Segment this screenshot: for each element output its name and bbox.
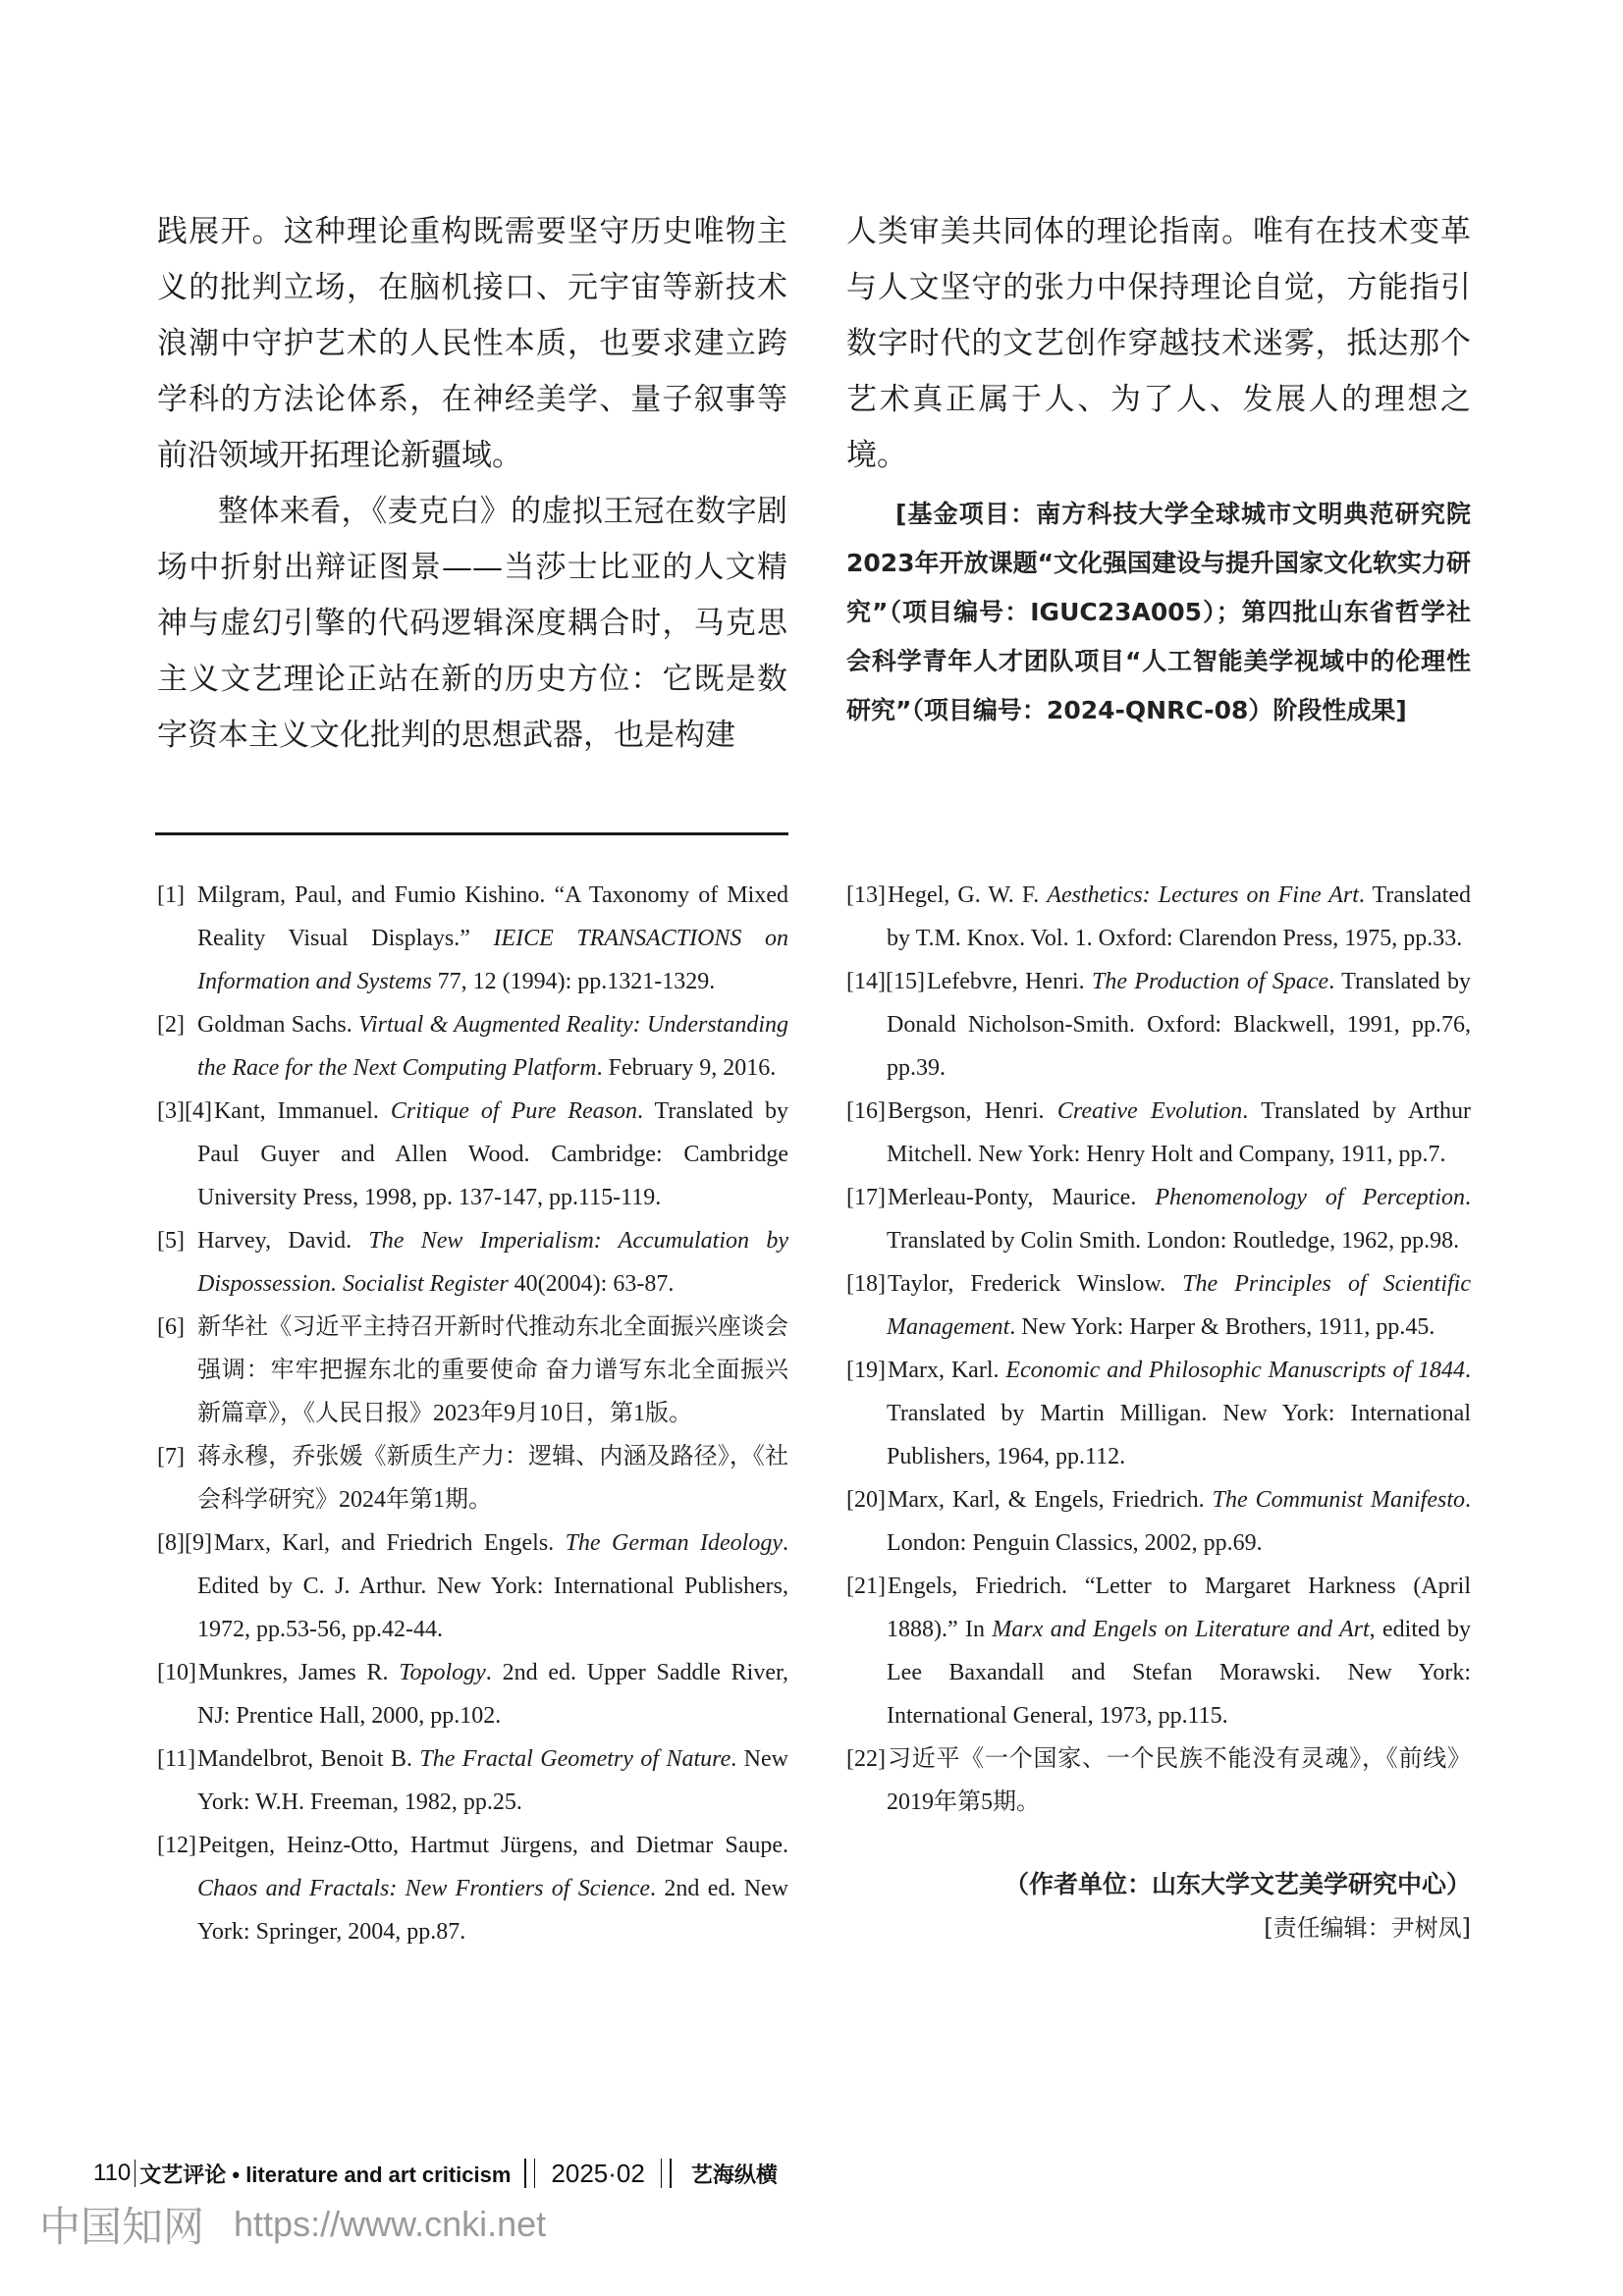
reference-text: Merleau-Ponty, Maurice. (887, 1185, 1156, 1210)
reference-text-tail: . Translated by Colin Smith. London: Routledge, 1962, pp.98. (887, 1185, 1471, 1254)
references-left-column (157, 874, 788, 1953)
reference-number: [17] (846, 1185, 886, 1210)
reference-text-tail: . New York: Harper & Brothers, 1911, pp.45. (1009, 1314, 1435, 1340)
references-divider (155, 832, 788, 835)
reference-item (157, 1824, 788, 1953)
reference-item (157, 1737, 788, 1824)
reference-text-tail: . Translated by Martin Milligan. New York: International Publishers, 1964, pp.112. (887, 1358, 1471, 1469)
fund-note: [基金项目：南方科技大学全球城市文明典范研究院2023年开放课题“文化强国建设与提升国家文化软实力研究”（项目编号：IGUC23A005）；第四批山东省哲学社会科学青年人才团队项目“人工智能美学视域中的伦理性研究”（项目编号：2024-QNRC-08）阶段性成果] (846, 500, 1472, 724)
reference-item (157, 1003, 788, 1090)
reference-item (157, 1219, 788, 1306)
reference-title: Topology (399, 1660, 486, 1685)
reference-item (846, 1176, 1471, 1262)
reference-item (157, 1306, 788, 1435)
cnki-watermark (39, 2195, 778, 2254)
reference-number: [6] (157, 1314, 185, 1340)
issue-number: 2025·02 (551, 2158, 645, 2188)
page-bottom (0, 2156, 778, 2254)
reference-text-tail: . 2nd ed. Upper Saddle River, NJ: Prentice Hall, 2000, pp.102. (197, 1660, 788, 1729)
reference-title: The German Ideology (565, 1530, 784, 1556)
reference-title: Virtual & Augmented Reality: Understanding the Race for the Next Computing Platform (197, 1012, 788, 1081)
reference-number: [11] (157, 1746, 196, 1772)
reference-text-tail: . Translated by Paul Guyer and Allen Wood. Cambridge: Cambridge University Press, 1998, pp. 137-147, pp.115-119. (197, 1098, 788, 1210)
reference-text-tail: . Translated by T.M. Knox. Vol. 1. Oxford: Clarendon Press, 1975, pp.33. (887, 882, 1472, 951)
reference-title: The Fractal Geometry of Nature (419, 1746, 731, 1772)
left-body-column (157, 204, 787, 764)
right-lower-column (846, 874, 1471, 1949)
reference-text: Milgram, Paul, and Fumio Kishino. “A Taxonomy of Mixed Reality Visual Displays.” (197, 882, 788, 951)
reference-text-tail: . Edited by C. J. Arthur. New York: International Publishers, 1972, pp.53-56, pp.42-44. (197, 1530, 789, 1642)
reference-number: [21] (846, 1574, 886, 1599)
reference-title: IEICE TRANSACTIONS on Information and Systems (197, 926, 788, 994)
reference-title: The Communist Manifesto (1212, 1487, 1465, 1513)
reference-text: Kant, Immanuel. (213, 1098, 391, 1124)
reference-number: [22] (846, 1746, 886, 1772)
page-number: 110 (93, 2160, 135, 2187)
reference-text: Marx, Karl, and Friedrich Engels. (213, 1530, 566, 1556)
reference-text: Lefebvre, Henri. (926, 969, 1092, 994)
footer-separator (670, 2159, 672, 2188)
reference-title: Marx and Engels on Literature and Art (992, 1617, 1370, 1642)
watermark-url[interactable]: https://www.cnki.net (234, 2204, 547, 2244)
reference-text-tail: . February 9, 2016. (596, 1055, 777, 1081)
reference-text: 新华社《习近平主持召开新时代推动东北全面振兴座谈会强调：牢牢把握东北的重要使命 奋力谱写东北全面振兴新篇章》，《人民日报》2023年9月10日，第1版。 (197, 1314, 788, 1426)
reference-number: [13] (846, 882, 886, 908)
reference-item (846, 1565, 1471, 1737)
footer-separator (661, 2159, 663, 2188)
reference-title: Economic and Philosophic Manuscripts of 1844 (1005, 1358, 1465, 1383)
reference-number: [5] (157, 1228, 185, 1254)
reference-number: [7] (157, 1444, 185, 1469)
reference-text: Marx, Karl, & Engels, Friedrich. (887, 1487, 1213, 1513)
reference-title: Aesthetics: Lectures on Fine Art (1047, 882, 1359, 908)
reference-text-tail: , edited by Lee Baxandall and Stefan Morawski. New York: International General, 1973, pp.115. (887, 1617, 1472, 1729)
reference-text: Engels, Friedrich. “Letter to Margaret Harkness (April 1888).” In (887, 1574, 1471, 1642)
reference-text-tail: 40(2004): 63-87. (508, 1271, 675, 1297)
reference-text-tail: . 2nd ed. New York: Springer, 2004, pp.87. (197, 1876, 789, 1945)
reference-item (846, 960, 1471, 1090)
references-right-column (846, 874, 1471, 1824)
reference-item (846, 1262, 1471, 1349)
watermark-brand: 中国知网 (39, 2204, 205, 2250)
section-name: 艺海纵横 (690, 2162, 778, 2187)
reference-text: 蒋永穆，乔张媛《新质生产力：逻辑、内涵及路径》，《社会科学研究》2024年第1期。 (197, 1444, 788, 1513)
reference-number: [18] (846, 1271, 886, 1297)
reference-text: Munkres, James R. (197, 1660, 400, 1685)
reference-text: 习近平《一个国家、一个民族不能没有灵魂》，《前线》2019年第5期。 (887, 1746, 1471, 1815)
reference-item (157, 1651, 788, 1737)
page-footer (93, 2156, 778, 2191)
reference-text: Bergson, Henri. (887, 1098, 1057, 1124)
reference-text-tail: 77, 12 (1994): pp.1321-1329. (431, 969, 716, 994)
reference-title: Chaos and Fractals: New Frontiers of Science (197, 1876, 651, 1901)
reference-number: [10] (157, 1660, 196, 1685)
reference-text: Taylor, Frederick Winslow. (887, 1271, 1183, 1297)
journal-name: 文艺评论 • literature and art criticism (139, 2162, 512, 2187)
reference-number: [12] (157, 1833, 196, 1858)
reference-item (157, 1435, 788, 1522)
body-paragraph-1: 践展开。这种理论重构既需要坚守历史唯物主义的批判立场，在脑机接口、元宇宙等新技术浪潮中守护艺术的人民性本质，也要求建立跨学科的方法论体系，在神经美学、量子叙事等前沿领域开拓理论新疆域。 (157, 214, 787, 473)
reference-title: The Principles of Scientific Management (887, 1271, 1471, 1340)
reference-item (846, 1090, 1471, 1176)
footer-separator (534, 2159, 536, 2188)
reference-title: Creative Evolution (1056, 1098, 1243, 1124)
reference-title: The Production of Space (1091, 969, 1329, 994)
reference-title: Phenomenology of Perception (1155, 1185, 1465, 1210)
reference-item (846, 1737, 1471, 1824)
reference-item (157, 1522, 788, 1651)
reference-item (846, 1349, 1471, 1478)
reference-text: Marx, Karl. (887, 1358, 1006, 1383)
reference-number: [19] (846, 1358, 886, 1383)
responsible-editor: [责任编辑：尹树凤] (1264, 1914, 1471, 1942)
reference-title: Critique of Pure Reason (390, 1098, 637, 1124)
reference-item (157, 874, 788, 1003)
reference-number: [1] (157, 882, 185, 908)
reference-item (157, 1090, 788, 1219)
reference-item (846, 1478, 1471, 1565)
reference-number: [3][4] (157, 1098, 212, 1124)
reference-number: [16] (846, 1098, 886, 1124)
article-end-notes (846, 1863, 1471, 1949)
reference-number: [20] (846, 1487, 886, 1513)
reference-number: [2] (157, 1012, 185, 1038)
reference-title: The New Imperialism: Accumulation by Dispossession. Socialist Register (197, 1228, 788, 1297)
body-paragraph-3: 人类审美共同体的理论指南。唯有在技术变革与人文坚守的张力中保持理论自觉，方能指引数字时代的文艺创作穿越技术迷雾，抵达那个艺术真正属于人、为了人、发展人的理想之境。 (846, 214, 1471, 473)
reference-text-tail: . New York: W.H. Freeman, 1982, pp.25. (197, 1746, 788, 1815)
reference-text: Harvey, David. (197, 1228, 369, 1254)
reference-text: Mandelbrot, Benoit B. (197, 1746, 420, 1772)
author-affiliation: （作者单位：山东大学文艺美学研究中心） (1003, 1870, 1471, 1898)
reference-text: Hegel, G. W. F. (887, 882, 1048, 908)
reference-text: Goldman Sachs. (197, 1012, 359, 1038)
reference-text-tail: . London: Penguin Classics, 2002, pp.69. (887, 1487, 1471, 1556)
reference-number: [8][9] (157, 1530, 212, 1556)
reference-item (846, 874, 1471, 960)
body-paragraph-2: 整体来看，《麦克白》的虚拟王冠在数字剧场中折射出辩证图景——当莎士比亚的人文精神与虚幻引擎的代码逻辑深度耦合时，马克思主义文艺理论正站在新的历史方位：它既是数字资本主义文化批判的思想武器，也是构建 (157, 494, 787, 753)
reference-text-tail: . Translated by Donald Nicholson-Smith. Oxford: Blackwell, 1991, pp.76, pp.39. (887, 969, 1471, 1081)
reference-text-tail: . Translated by Arthur Mitchell. New York: Henry Holt and Company, 1911, pp.7. (887, 1098, 1471, 1167)
reference-text: Peitgen, Heinz-Otto, Hartmut Jürgens, and Dietmar Saupe. (197, 1833, 788, 1858)
footer-separator (524, 2159, 526, 2188)
right-body-column (846, 204, 1471, 735)
reference-number: [14][15] (846, 969, 925, 994)
